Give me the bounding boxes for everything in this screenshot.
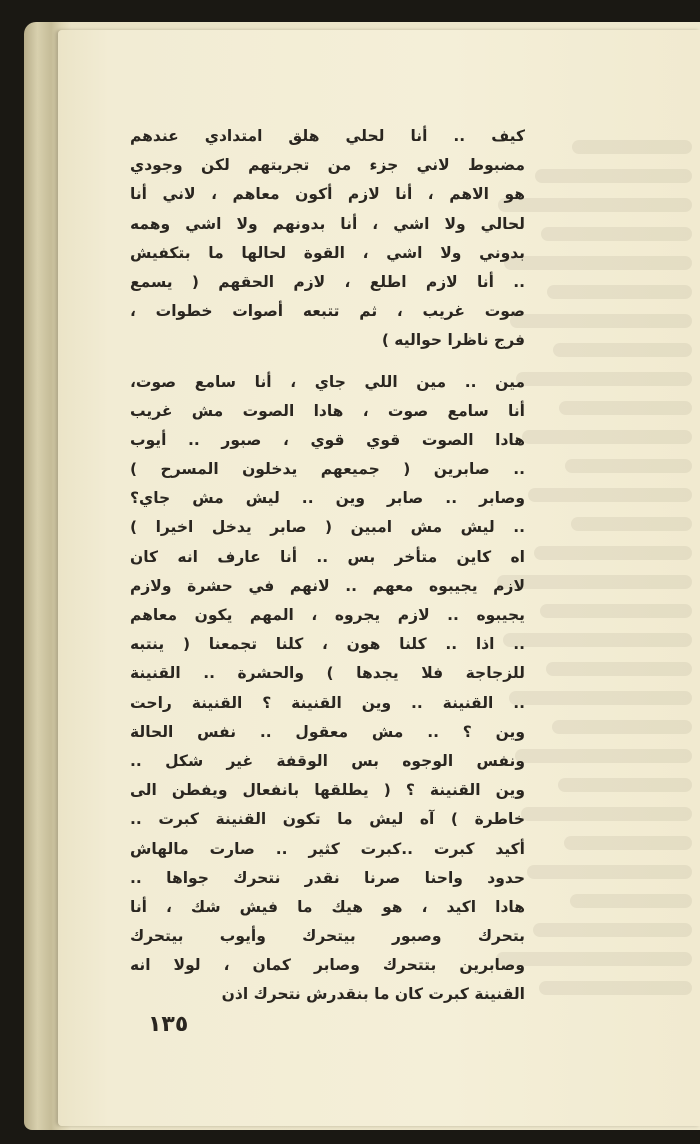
show-through-line (498, 198, 692, 212)
text-line: أنا سامع صوت ، هادا الصوت مش غريب (130, 401, 525, 420)
text-line: .. القنينة .. وين القنينة ؟ القنينة راحت (130, 693, 525, 712)
text-line: وصابر .. صابر وين .. ليش مش جاي؟ (130, 489, 525, 508)
paragraph-gap (130, 356, 525, 368)
text-line: مين .. مين اللي جاي ، أنا سامع صوت، (130, 372, 525, 391)
show-through-line (547, 285, 692, 299)
text-line: حدود واحنا صرنا نقدر نتحرك جواها .. (130, 868, 525, 887)
show-through-line (570, 894, 692, 908)
text-line: فرج ناظرا حواليه ) (381, 331, 525, 350)
text-line: .. أنا لازم اطلع ، لازم الحقهم ( يسمع (130, 272, 525, 291)
show-through-line (521, 807, 692, 821)
show-through-line (534, 546, 692, 560)
text-line: القنينة كبرت كان ما بنقدرش نتحرك اذن (221, 985, 525, 1004)
text-line: .. اذا .. كلنا هون ، كلنا تجمعنا ( ينتبه (130, 635, 525, 654)
text-line: .. ليش مش امبين ( صابر يدخل اخيرا ) (130, 518, 525, 537)
show-through-line (540, 604, 692, 618)
text-line: لحالي ولا اشي ، أنا بدونهم ولا اشي وهمه (130, 214, 525, 233)
text-line: هادا اكيد ، هو هيك ما فيش شك ، أنا (130, 897, 525, 916)
show-through-line (527, 865, 692, 879)
show-through-line (564, 836, 692, 850)
text-line: كيف .. أنا لحلي هلق امتدادي عندهم (130, 127, 525, 145)
show-through-line (546, 662, 692, 676)
paragraph (130, 368, 525, 1010)
text-line: هو الاهم ، أنا لازم أكون معاهم ، لاني أنا (130, 185, 525, 204)
show-through-line (510, 314, 692, 328)
show-through-line (533, 923, 692, 937)
text-line: وصابرين بتتحرك وصابر كمان ، لولا انه (130, 956, 525, 975)
text-line: صوت غريب ، ثم تتبعه أصوات خطوات ، (130, 302, 525, 321)
page-number: ١٣٥ (148, 1012, 189, 1037)
show-through-line (497, 575, 692, 589)
text-line: بتحرك وصبور بيتحرك وأيوب بيتحرك (130, 927, 525, 946)
text-line: ونفس الوجوه بس الوقفة غير شكل .. (130, 751, 525, 770)
show-through-line (565, 459, 692, 473)
show-through-line (522, 430, 692, 444)
text-line: للزجاجة فلا يجدها ) والحشرة .. القنينة (130, 664, 525, 683)
show-through-line (503, 633, 692, 647)
text-line: يجيبوه .. لازم يجروه ، المهم يكون معاهم (130, 606, 525, 624)
show-through-line (552, 720, 692, 734)
show-through-line (496, 952, 692, 966)
paragraph (130, 122, 525, 356)
show-through-line (559, 401, 692, 415)
show-through-line (528, 488, 692, 502)
text-line: .. صابرين ( جميعهم يدخلون المسرح ) (130, 460, 525, 479)
show-through-line (553, 343, 692, 357)
show-through-line (572, 140, 692, 154)
show-through-line (516, 372, 692, 386)
text-line: وين ؟ .. مش معقول .. نفس الحالة (130, 722, 525, 741)
text-line: بدوني ولا اشي ، القوة لحالها ما بتكفيش (130, 243, 525, 262)
show-through-line (541, 227, 692, 241)
text-line: لازم يجيبوه معهم .. لانهم في حشرة ولازم (130, 576, 525, 595)
text-line: مضبوط لاني جزء من تجربتهم لكن وجودي (130, 156, 525, 175)
show-through-line (504, 256, 692, 270)
show-through-line (509, 691, 692, 705)
text-line: خاطرة ) آه ليش ما تكون القنينة كبرت .. (130, 810, 525, 829)
show-through-line (539, 981, 692, 995)
show-through-line (515, 749, 692, 763)
text-line: اه كاين متأخر بس .. أنا عارف انه كان (130, 547, 525, 566)
text-line: أكيد كبرت ..كبرت كثير .. صارت مالهاش (130, 839, 525, 858)
page-text (130, 122, 525, 1010)
show-through-line (558, 778, 692, 792)
show-through-line (535, 169, 692, 183)
show-through-line (571, 517, 692, 531)
text-line: وين القنينة ؟ ( يطلقها بانفعال ويفطن الى (130, 781, 525, 800)
text-line: هادا الصوت قوي قوي ، صبور .. أيوب (130, 430, 525, 449)
